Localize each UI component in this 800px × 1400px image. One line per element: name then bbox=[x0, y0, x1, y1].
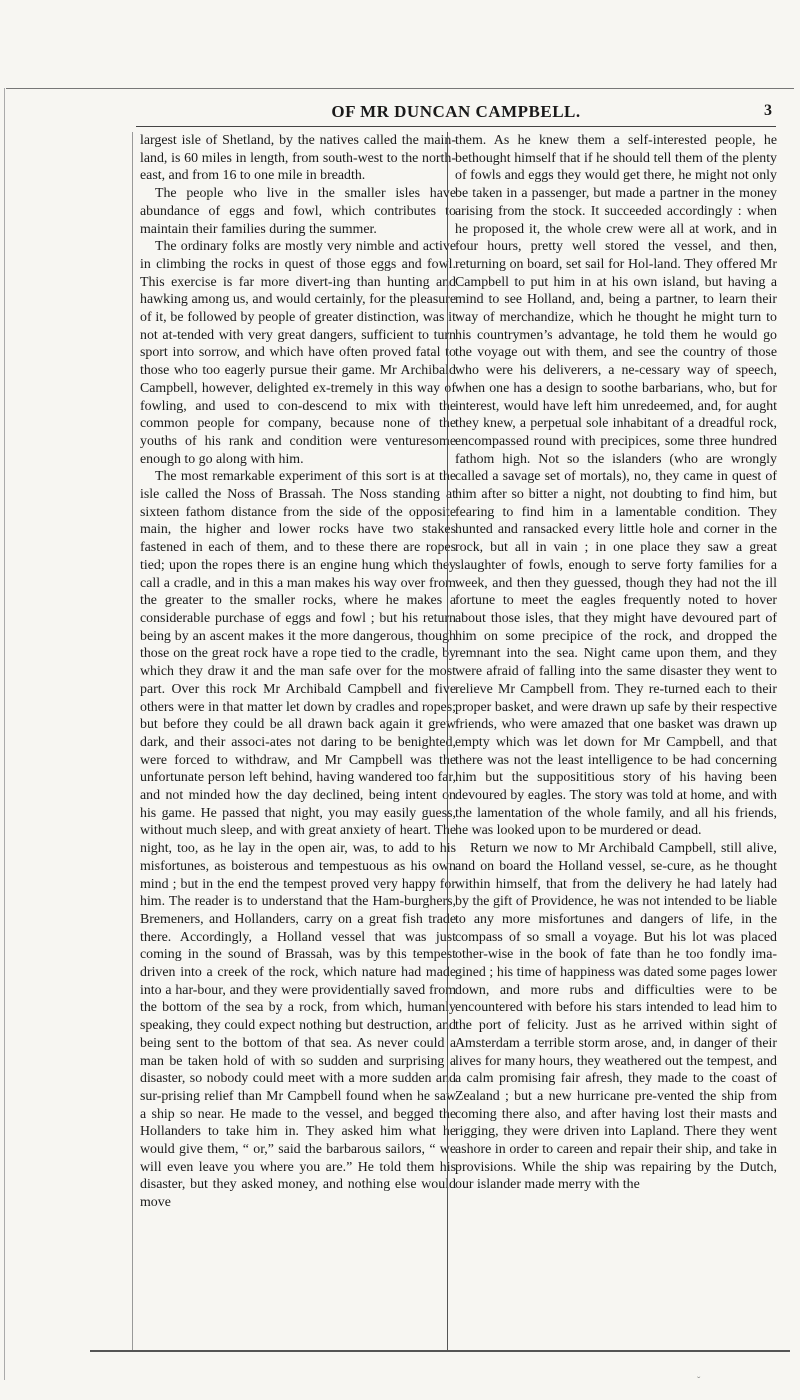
ink-mark: ˇ bbox=[697, 1376, 701, 1387]
page-left-edge bbox=[4, 88, 5, 1380]
paragraph: largest isle of Shetland, by the natives called the main-land, is 60 miles in length, from south-west to the north-east, and from 16 to one mile in breadth. bbox=[140, 133, 456, 184]
right-text-column bbox=[455, 132, 777, 1194]
left-text-column bbox=[140, 132, 456, 1212]
book-page bbox=[90, 88, 790, 1388]
page-bottom-rule bbox=[90, 1350, 790, 1352]
paragraph: The ordinary folks are mostly very nimble and active in climbing the rocks in quest of those eggs and fowl. This exercise is far more divert-ing than hunting and hawking among us, and would certainly, for the pleasure of it, be followed by people of greater distinction, was it not at-tended with very great dangers, sufficient to turn sport into sorrow, and which have often proved fatal to those who too eagerly pursue their game. Mr Archibald Campbell, however, delighted ex-tremely in this way of fowling, and used to con-descend to mix with the common people for company, because none of the youths of his rank and condition were venturesome enough to go along with him. bbox=[140, 239, 456, 467]
paragraph: The people who live in the smaller isles have abundance of eggs and fowl, which contributes to maintain their families during the summer. bbox=[140, 186, 456, 237]
paragraph: The most remarkable experiment of this sort is at the isle called the Noss of Brassah. The Noss standing at sixteen fathom distance from the side of the opposite main, the higher and lower rocks have two stakes fastened in each of them, and to these there are ropes tied; upon the ropes there is an engine hung which they call a cradle, and in this a man makes his way over from the greater to the smaller rocks, where he makes a considerable purchase of eggs and fowl ; but his return being by an ascent makes it the more dangerous, though those on the great rock have a rope tied to the cradle, by which they draw it and the man safe over for the most part. Over this rock Mr Archibald Campbell and five others were in that matter let down by cradles and ropes; but before they could be all drawn back again it grew dark, and their associ-ates not daring to be benighted, were forced to withdraw, and Mr Campbell was the unfortunate person left behind, having wandered too far, and not minded how the day declined, being intent on his game. He passed that night, you may easily guess, without much sleep, and with great anxiety of heart. The night, too, as he lay in the open air, was, to add to his misfortunes, as boisterous and tempestuous as his own mind ; but in the end the tempest proved very happy for him. The reader is to understand that the Ham-burghers, Bremeners, and Hollanders, carry on a great fish trade there. Accordingly, a Holland vessel that was just coming in the sound of Brassah, was by this tempest driven into a creek of the rock, which nature had made into a har-bour, and they were providentially saved from the bottom of the sea by a rock, from which, humanly speaking, they could expect nothing but destruction, and being sent to the bottom of that sea. As never could a man be taken hold of with so sudden and surprising a disaster, so nobody could meet with a more sudden and sur-prising relief than Mr Campbell found when he saw a ship so near. He made to the vessel, and begged the Hollanders to take him in. They asked him what he would give them, “ or,” said the barbarous sailors, “ we will even leave you where you are.” He told them his disaster, but they asked money, and nothing else would move bbox=[140, 469, 456, 1211]
page-number: 3 bbox=[764, 102, 772, 119]
column-divider bbox=[447, 132, 448, 1350]
paragraph: Return we now to Mr Archibald Campbell, still alive, and on board the Holland vessel, se-cure, as he thought within himself, that from the delivery he had lately had by the gift of Providence, he was not intended to be liable to any more misfortunes and dangers of life, in the compass of so small a voyage. But his lot was placed other-wise in the book of fate than he too fondly ima-gined ; his time of happiness was dated some pages lower down, and more rubs and difficulties were to be encountered with before his stars intended to lead him to the port of felicity. Just as he arrived within sight of Amsterdam a terrible storm arose, and, in danger of their lives for many hours, they weathered out the tempest, and a calm promising fair afresh, they made to the coast of Zealand ; but a new hurricane pre-vented the ship from coming there also, and after having lost their masts and rigging, they were driven into Lapland. There they went ashore in order to careen and repair their ship, and take in provisions. While the ship was repairing by the Dutch, our islander made merry with the bbox=[455, 841, 777, 1193]
running-head: OF MR DUNCAN CAMPBELL. bbox=[331, 102, 581, 121]
page-header bbox=[136, 96, 776, 126]
left-margin-rule bbox=[132, 132, 133, 1350]
header-rule bbox=[136, 126, 776, 127]
paragraph: them. As he knew them a self-interested people, he bethought himself that if he should tell them of the plenty of fowls and eggs they would get there, he might not only be taken in a passenger, but made a partner in the money arising from the stock. It succeeded accordingly : when he proposed it, the whole crew were all at work, and in four hours, pretty well stored the vessel, and then, returning on board, set sail for Hol-land. They offered Mr Campbell to put him in at his own island, but having a mind to see Holland, and, being a partner, to learn their way of merchandize, which he thought he might turn to his countrymen’s advantage, he told them he would go the voyage out with them, and see the country of those who were his deliverers, a ne-cessary way of speech, when one has a design to soothe barbarians, who, but for interest, would have left him unredeemed, and, for aught they knew, a perpetual sole inhabitant of a dreadful rock, encompassed round with precipices, some three hundred fathom high. Not so the islanders (who are wrongly called a savage set of mortals), no, they came in quest of him after so bitter a night, not doubting to find him, but fearing to find him in a lamentable condition. They hunted and ransacked every little hole and corner in the rock, but all in vain ; in one place they saw a great slaughter of fowls, enough to serve forty families for a week, and then they guessed, though they had not the ill fortune to meet the eagles frequently noted to hover about those isles, that they might have devoured part of him on some precipice of the rock, and dropped the remnant into the sea. Night came upon them, and they were afraid of falling into the same disaster they went to relieve Mr Campbell from. They re-turned each to their proper basket, and were drawn up safe by their respective friends, who were amazed that one basket was drawn up empty which was let down for Mr Campbell, and that there was not the least intelligence to be had concerning him but the supposititious story of his having been devoured by eagles. The story was told at home, and with the lamentation of the whole family, and all his friends, he was looked upon to be murdered or dead. bbox=[455, 133, 777, 839]
